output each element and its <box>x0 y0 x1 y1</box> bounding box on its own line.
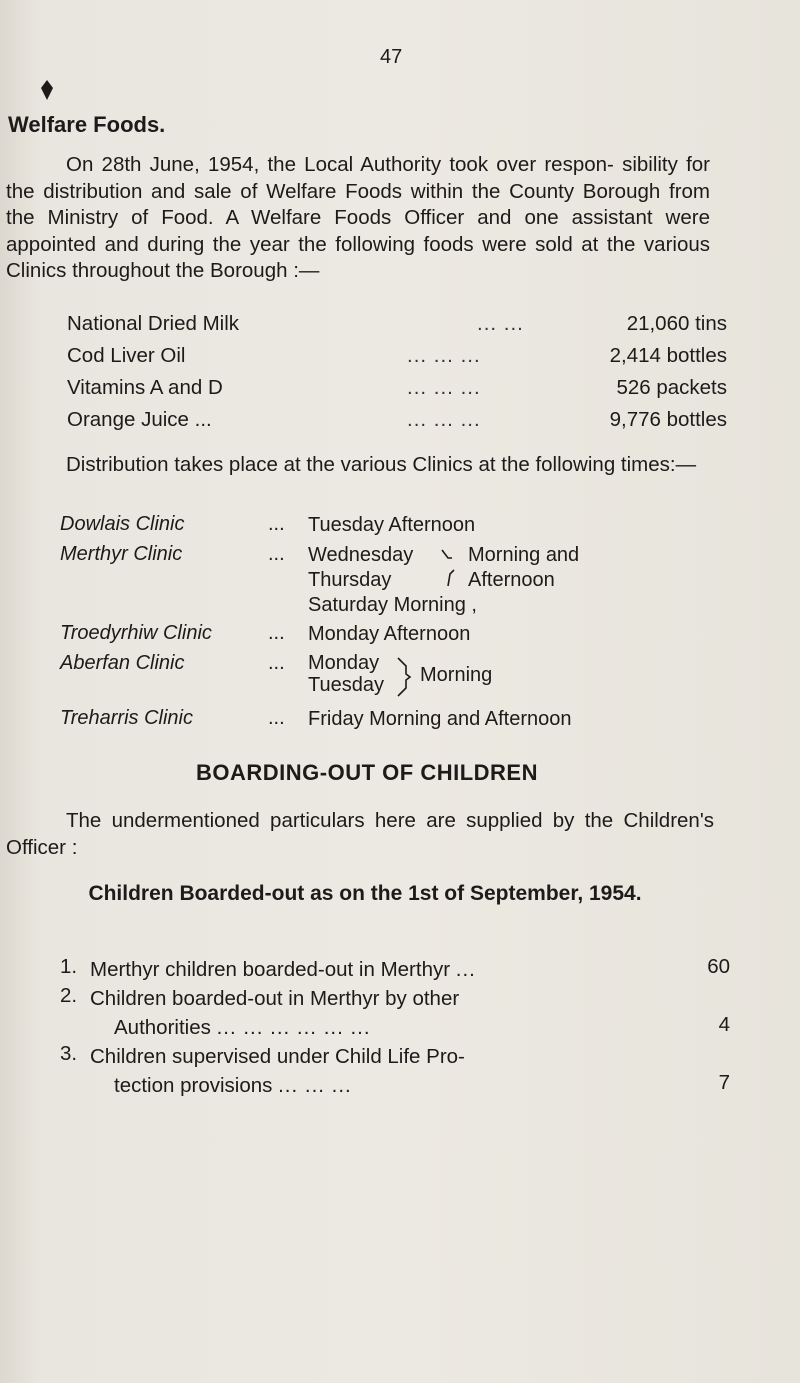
item-text <box>90 955 650 984</box>
clinic-time: Monday Afternoon <box>308 623 471 645</box>
clinic-period: Morning <box>420 664 493 686</box>
food-quantity: 526 packets <box>616 376 727 399</box>
food-name: Vitamins A and D <box>67 376 223 399</box>
item-text <box>90 1042 650 1100</box>
item-number: 3. <box>60 1042 78 1065</box>
leader-dots: ... <box>268 622 285 644</box>
item-value: 60 <box>707 955 730 978</box>
leader-dots: ... ... ... <box>407 376 481 399</box>
foods-list <box>67 312 727 440</box>
clinic-day: Tuesday <box>308 674 384 696</box>
list-item <box>67 376 727 408</box>
leader-dots: ... <box>268 543 285 565</box>
paragraph-line: following foods were sold at the various Clinics throughout the <box>6 232 710 282</box>
boarding-intro: The undermentioned particulars here are supplied by the Children's Officer : <box>6 809 714 859</box>
leader-dots: ... <box>455 958 476 981</box>
leader-dots: ... ... ... <box>407 408 481 431</box>
item-value: 7 <box>718 1071 730 1094</box>
clinic-name: Aberfan Clinic <box>60 652 185 674</box>
clinic-time: Friday Morning and Afternoon <box>308 708 572 730</box>
paragraph-line: Officer and one assistant were appointed and during the year the <box>6 206 710 256</box>
item-number: 1. <box>60 955 78 978</box>
brace-icon <box>396 656 412 698</box>
paragraph-line: Borough :— <box>210 259 320 282</box>
page-number: 47 <box>380 46 403 68</box>
welfare-foods-paragraph <box>6 152 710 285</box>
food-quantity: 21,060 tins <box>626 312 727 335</box>
item-line: tection provisions <box>114 1074 273 1097</box>
clinic-day: Wednesday <box>308 544 414 566</box>
clinic-name: Merthyr Clinic <box>60 543 183 565</box>
distribution-intro: Distribution takes place at the various Clinics at the following times:— <box>66 453 697 476</box>
list-item <box>67 344 727 376</box>
item-line-2 <box>90 1013 650 1042</box>
paragraph-line: sibility for the distribution and sale of Welfare Foods within the <box>6 153 710 203</box>
clinic-period: Afternoon <box>468 569 555 591</box>
list-item <box>67 408 727 440</box>
item-number: 2. <box>60 984 78 1007</box>
list-item <box>67 312 727 344</box>
food-name: National Dried Milk <box>67 312 240 335</box>
item-line: Children supervised under Child Life Pro- <box>90 1045 465 1068</box>
food-quantity: 9,776 bottles <box>609 408 727 431</box>
boarding-subheading: Children Boarded-out as on the 1st of September, 1954. <box>88 882 642 905</box>
paragraph-line: County Borough from the Ministry of Food. A Welfare Foods <box>6 179 710 229</box>
clinic-time: Saturday Morning , <box>308 594 477 616</box>
boarding-section-title: BOARDING-OUT OF CHILDREN <box>196 760 538 785</box>
paragraph-line: On 28th June, 1954, the Local Authority took over respon- <box>66 153 614 176</box>
food-quantity: 2,414 bottles <box>609 344 727 367</box>
item-line: Authorities <box>114 1016 211 1039</box>
item-value: 4 <box>718 1013 730 1036</box>
leader-dots: ... ... ... <box>278 1074 352 1097</box>
item-line: Merthyr children boarded-out in Merthyr <box>90 958 451 981</box>
item-line-2 <box>90 1071 650 1100</box>
leader-dots: ... <box>268 513 285 535</box>
leader-dots: ... ... ... <box>407 344 481 367</box>
ink-mark-icon <box>40 80 54 100</box>
item-text <box>90 984 650 1042</box>
leader-dots: ... <box>268 707 285 729</box>
leader-dots: ... ... <box>477 312 524 335</box>
clinic-day: Thursday <box>308 569 392 591</box>
clinic-name: Dowlais Clinic <box>60 513 185 535</box>
clinic-period: Morning and <box>468 544 580 566</box>
food-name: Orange Juice ... <box>67 408 212 431</box>
brace-icon <box>440 546 456 590</box>
item-line: Children boarded-out in Merthyr by other <box>90 987 460 1010</box>
section-heading: Welfare Foods. <box>8 112 166 137</box>
leader-dots: ... ... ... ... ... ... <box>216 1016 371 1039</box>
food-name: Cod Liver Oil <box>67 344 186 367</box>
clinic-name: Treharris Clinic <box>60 707 193 729</box>
clinic-day: Monday <box>308 652 380 674</box>
clinic-name: Troedyrhiw Clinic <box>60 622 212 644</box>
clinic-time: Tuesday Afternoon <box>308 514 476 536</box>
leader-dots: ... <box>268 652 285 674</box>
